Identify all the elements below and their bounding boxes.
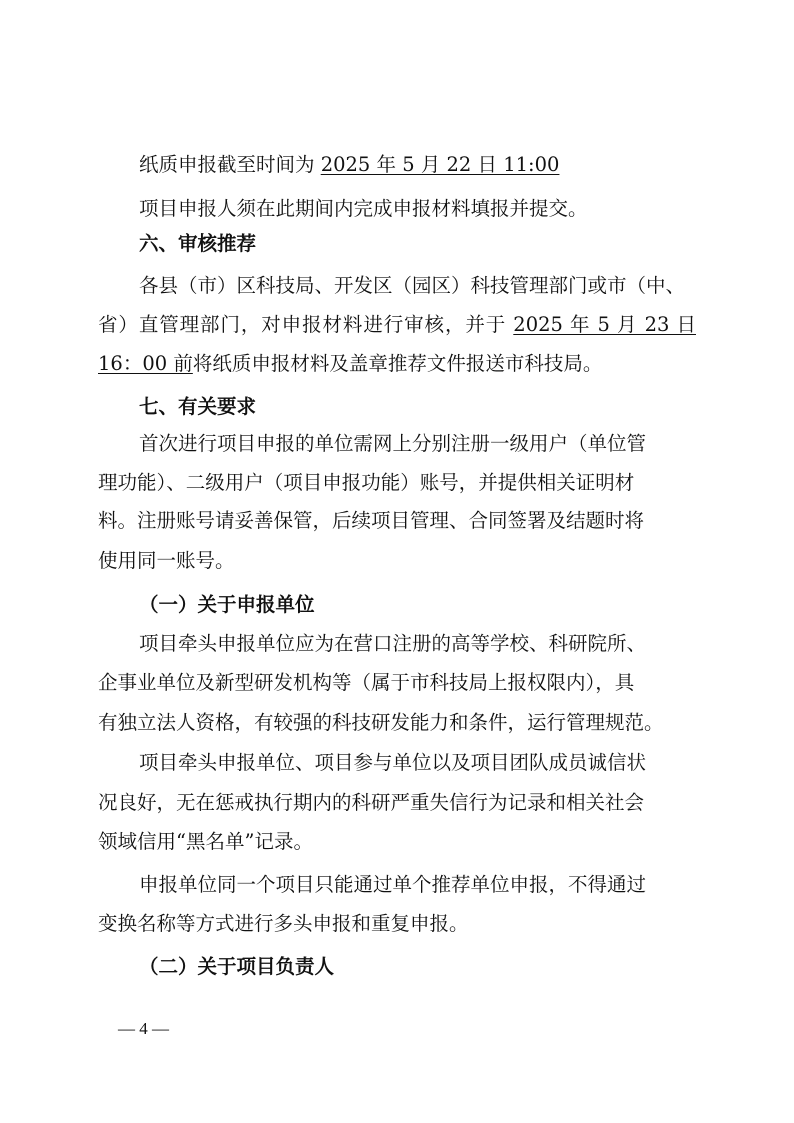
paragraph-line: 料。注册账号请妥善保管，后续项目管理、合同签署及结题时将 [98,509,645,532]
subsection-heading-project-leader: （二）关于项目负责人 [139,955,335,978]
paper-deadline-label: 纸质申报截至时间为 [139,153,321,176]
paragraph-line: 各县（市）区科技局、开发区（园区）科技管理部门或市（中、 [139,274,686,297]
review-text: 省）直管理部门，对申报材料进行审核，并于 [98,313,514,336]
review-deadline-line [98,312,696,338]
paragraph-line: 领域信用“黑名单”记录。 [98,830,313,853]
paragraph-line: 有独立法人资格，有较强的科技研发能力和条件，运行管理规范。 [98,711,664,734]
paper-deadline-line [139,152,739,178]
paragraph-line: 使用同一账号。 [98,549,235,572]
section-heading-requirements: 七、有关要求 [139,395,257,418]
paragraph-line: 首次进行项目申报的单位需网上分别注册一级用户（单位管 [139,432,647,455]
paragraph-line: 申报单位同一个项目只能通过单个推荐单位申报，不得通过 [139,873,647,896]
paragraph-line: 项目申报人须在此期间内完成申报材料填报并提交。 [139,197,588,220]
review-deadline-line-2 [98,351,698,377]
subsection-heading-applicant-unit: （一）关于申报单位 [139,593,315,616]
review-deadline-date: 2025 年 5 月 23 日 [513,313,696,336]
review-text-2: 将纸质申报材料及盖章推荐文件报送市科技局。 [192,352,603,375]
paragraph-line: 企事业单位及新型研发机构等（属于市科技局上报权限内），具 [98,671,635,694]
section-heading-review: 六、审核推荐 [139,232,257,255]
paragraph-line: 项目牵头申报单位应为在营口注册的高等学校、科研院所、 [139,632,647,655]
paragraph-line: 理功能）、二级用户（项目申报功能）账号，并提供相关证明材 [98,471,635,494]
paragraph-line: 变换名称等方式进行多头申报和重复申报。 [98,912,469,935]
page-number: — 4 — [118,1019,169,1038]
paper-deadline-date: 2025 年 5 月 22 日 11:00 [320,153,560,176]
paragraph-line: 项目牵头申报单位、项目参与单位以及项目团队成员诚信状 [139,751,647,774]
paragraph-line: 况良好，无在惩戒执行期内的科研严重失信行为记录和相关社会 [98,791,645,814]
review-deadline-time: 16：00 前 [98,352,193,375]
